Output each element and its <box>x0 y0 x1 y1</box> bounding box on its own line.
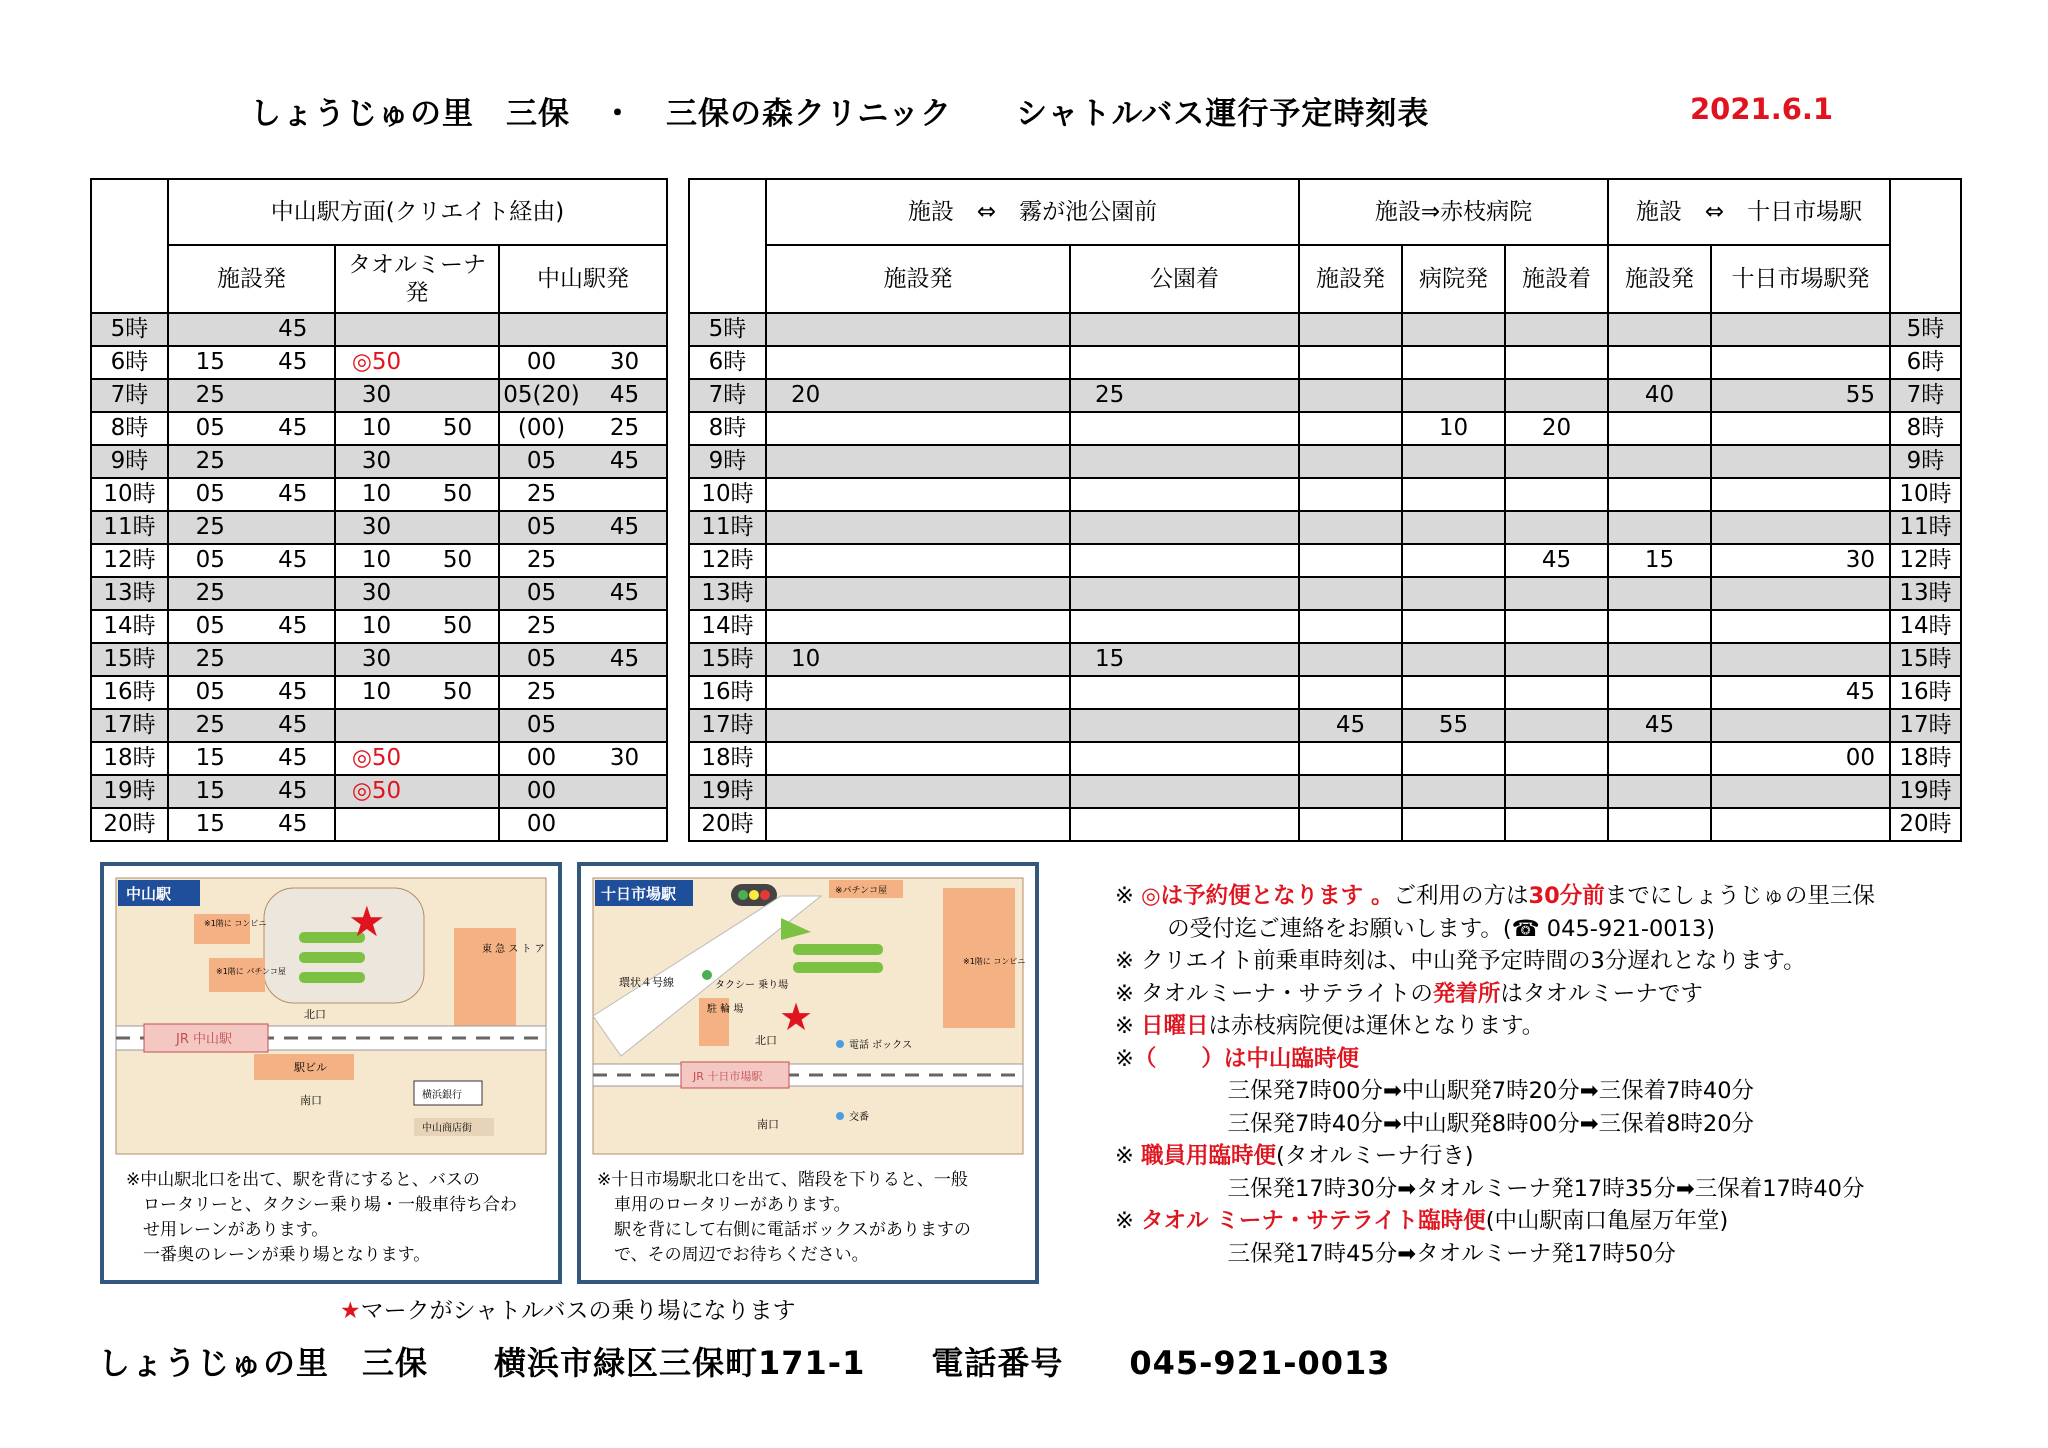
hour-cell: 14時 <box>689 610 766 643</box>
time-cell: 45 <box>168 313 335 346</box>
table-row <box>689 478 1961 511</box>
nakayama-timetable <box>90 178 668 842</box>
col-header: 施設発 <box>1608 245 1711 313</box>
svg-text:南口: 南口 <box>300 1094 322 1107</box>
time-cell <box>1402 544 1505 577</box>
time-cell <box>1608 775 1711 808</box>
footer-address: しょうじゅの里 三保 横浜市緑区三保町171-1 電話番号 045-921-0013 <box>98 1344 1391 1382</box>
table-row <box>91 346 667 379</box>
table-row <box>689 610 1961 643</box>
time-cell: 10 <box>1402 412 1505 445</box>
svg-text:横浜銀行: 横浜銀行 <box>422 1090 462 1101</box>
svg-text:南口: 南口 <box>757 1118 779 1131</box>
hour-cell: 17時 <box>91 709 168 742</box>
table-row <box>689 511 1961 544</box>
table-row <box>689 346 1961 379</box>
time-cell <box>1070 742 1299 775</box>
hour-cell: 15時 <box>689 643 766 676</box>
time-cell <box>766 313 1070 346</box>
time-cell <box>1711 643 1890 676</box>
hour-cell: 9時 <box>91 445 168 478</box>
boarding-star-icon: ★ <box>348 897 386 946</box>
hour-cell-right: 17時 <box>1890 709 1961 742</box>
time-cell: 00 30 <box>499 346 667 379</box>
time-cell <box>1070 676 1299 709</box>
time-cell <box>1070 445 1299 478</box>
time-cell <box>1299 808 1402 841</box>
hour-cell-right: 13時 <box>1890 577 1961 610</box>
time-cell: ◎50 <box>335 742 499 775</box>
hour-cell-right: 16時 <box>1890 676 1961 709</box>
svg-text:※1階に コンビニ: ※1階に コンビニ <box>204 919 267 928</box>
time-cell: 45 <box>1299 709 1402 742</box>
time-cell: 40 <box>1608 379 1711 412</box>
tokaichiba-group-header: 施設 ⇔ 十日市場駅 <box>1608 179 1890 245</box>
svg-text:駅ビル: 駅ビル <box>294 1061 327 1074</box>
time-cell <box>1711 610 1890 643</box>
table-row <box>91 742 667 775</box>
time-cell: 00 <box>499 775 667 808</box>
time-cell: 05 45 <box>168 544 335 577</box>
time-cell <box>335 709 499 742</box>
time-cell: 25 <box>499 676 667 709</box>
time-cell: 15 45 <box>168 775 335 808</box>
col-header: 施設発 <box>766 245 1070 313</box>
time-cell: 15 <box>1070 643 1299 676</box>
time-cell <box>1711 412 1890 445</box>
col-header: 病院発 <box>1402 245 1505 313</box>
time-cell <box>1608 676 1711 709</box>
time-cell: 15 <box>1608 544 1711 577</box>
table-row <box>91 412 667 445</box>
time-cell: 10 50 <box>335 544 499 577</box>
hour-cell: 14時 <box>91 610 168 643</box>
table-row <box>91 511 667 544</box>
time-cell: 00 <box>499 808 667 841</box>
hour-cell-right: 10時 <box>1890 478 1961 511</box>
time-cell <box>1070 610 1299 643</box>
time-cell <box>1711 445 1890 478</box>
time-cell <box>1711 709 1890 742</box>
time-cell <box>1608 610 1711 643</box>
hour-cell: 11時 <box>689 511 766 544</box>
star-note: ★マークがシャトルバスの乗り場になります <box>340 1298 796 1324</box>
time-cell: 30 <box>335 511 499 544</box>
table-row <box>689 313 1961 346</box>
hour-cell: 7時 <box>91 379 168 412</box>
col-header: 施設発 <box>1299 245 1402 313</box>
time-cell <box>1299 445 1402 478</box>
time-cell <box>1608 412 1711 445</box>
svg-text:※1階に パチンコ屋: ※1階に パチンコ屋 <box>216 967 286 976</box>
hour-cell: 5時 <box>91 313 168 346</box>
route-timetable <box>688 178 1962 842</box>
time-cell <box>1299 412 1402 445</box>
time-cell <box>1402 313 1505 346</box>
hour-cell: 13時 <box>91 577 168 610</box>
date-label: 2021.6.1 <box>1690 92 1834 126</box>
akaeda-group-header: 施設⇒赤枝病院 <box>1299 179 1608 245</box>
time-cell <box>1608 742 1711 775</box>
time-cell: 05 45 <box>499 577 667 610</box>
time-cell: 30 <box>335 643 499 676</box>
time-cell: 05 45 <box>168 676 335 709</box>
time-cell <box>1711 346 1890 379</box>
time-cell: 10 50 <box>335 610 499 643</box>
time-cell <box>1505 379 1608 412</box>
time-cell: 30 <box>1711 544 1890 577</box>
time-cell <box>1711 775 1890 808</box>
svg-text:東 急 ス ト ア: 東 急 ス ト ア <box>482 944 545 955</box>
time-cell: 25 <box>499 478 667 511</box>
time-cell: 10 50 <box>335 478 499 511</box>
time-cell <box>1299 742 1402 775</box>
tokaichiba-map-note: ※十日市場駅北口を出て、階段を下りると、一般 車用のロータリーがあります。 駅を背にして右側に電話ボックスがありますの で、その周辺でお待ちください。 <box>597 1170 971 1265</box>
time-cell: 30 <box>335 379 499 412</box>
time-cell <box>766 709 1070 742</box>
time-cell <box>766 511 1070 544</box>
time-cell: 45 <box>1711 676 1890 709</box>
hour-cell: 19時 <box>689 775 766 808</box>
svg-text:JR 十日市場駅: JR 十日市場駅 <box>693 1070 763 1083</box>
col-header: 公園着 <box>1070 245 1299 313</box>
table-row <box>689 643 1961 676</box>
time-cell <box>1299 511 1402 544</box>
time-cell <box>766 577 1070 610</box>
table-row <box>689 379 1961 412</box>
time-cell <box>1505 775 1608 808</box>
time-cell <box>1608 445 1711 478</box>
time-cell <box>1711 478 1890 511</box>
table-row <box>91 445 667 478</box>
time-cell <box>1711 511 1890 544</box>
time-cell <box>1299 346 1402 379</box>
time-cell <box>1070 544 1299 577</box>
hour-cell: 10時 <box>689 478 766 511</box>
nakayama-map <box>104 866 558 1166</box>
time-cell: 25 <box>499 610 667 643</box>
table-row <box>689 412 1961 445</box>
table-row <box>91 610 667 643</box>
time-cell <box>1505 511 1608 544</box>
boarding-star-icon: ★ <box>779 995 814 1039</box>
col-taoru-depart: タオルミーナ 発 <box>335 245 499 313</box>
time-cell <box>335 313 499 346</box>
time-cell <box>766 412 1070 445</box>
nakayama-map-note: ※中山駅北口を出て、駅を背にすると、バスの ロータリーと、タクシー乗り場・一般車待ち合わ せ用レーンがあります。 一番奥のレーンが乗り場となります。 <box>126 1170 517 1265</box>
time-cell: 30 <box>335 445 499 478</box>
time-cell: ◎50 <box>335 775 499 808</box>
time-cell: 15 45 <box>168 346 335 379</box>
page-title: しょうじゅの里 三保 ・ 三保の森クリニック シャトルバス運行予定時刻表 <box>250 96 1430 132</box>
time-cell <box>1505 313 1608 346</box>
tokaichiba-map <box>581 866 1035 1166</box>
hour-cell: 13時 <box>689 577 766 610</box>
time-cell <box>1402 511 1505 544</box>
time-cell <box>1608 313 1711 346</box>
time-cell <box>766 478 1070 511</box>
time-cell <box>1402 775 1505 808</box>
hour-cell-right: 8時 <box>1890 412 1961 445</box>
hour-cell-right: 5時 <box>1890 313 1961 346</box>
hour-cell: 9時 <box>689 445 766 478</box>
time-cell <box>1402 577 1505 610</box>
hour-cell: 6時 <box>91 346 168 379</box>
hour-cell: 12時 <box>689 544 766 577</box>
time-cell: 25 <box>499 544 667 577</box>
table-row <box>91 775 667 808</box>
time-cell <box>1299 610 1402 643</box>
time-cell <box>1505 346 1608 379</box>
table-row <box>689 775 1961 808</box>
time-cell <box>1505 445 1608 478</box>
hour-cell: 8時 <box>91 412 168 445</box>
time-cell <box>1070 313 1299 346</box>
time-cell: ◎50 <box>335 346 499 379</box>
time-cell <box>1608 643 1711 676</box>
time-cell: 45 <box>1608 709 1711 742</box>
time-cell <box>1070 511 1299 544</box>
time-cell: 15 45 <box>168 742 335 775</box>
time-cell <box>1299 577 1402 610</box>
time-cell: 10 50 <box>335 412 499 445</box>
table-row <box>689 808 1961 841</box>
table-row <box>689 676 1961 709</box>
time-cell: 05 45 <box>168 478 335 511</box>
time-cell <box>1608 808 1711 841</box>
table-row <box>91 313 667 346</box>
hour-cell-right: 14時 <box>1890 610 1961 643</box>
hour-cell: 8時 <box>689 412 766 445</box>
kirigaike-group-header: 施設 ⇔ 霧が池公園前 <box>766 179 1299 245</box>
hour-cell-right: 15時 <box>1890 643 1961 676</box>
svg-text:JR 中山駅: JR 中山駅 <box>176 1032 232 1047</box>
time-cell: 25 <box>168 511 335 544</box>
svg-text:北口: 北口 <box>755 1034 777 1047</box>
hour-cell: 15時 <box>91 643 168 676</box>
time-cell: 25 <box>168 445 335 478</box>
time-cell <box>1711 313 1890 346</box>
table-row <box>91 577 667 610</box>
col-facility-depart: 施設発 <box>168 245 335 313</box>
time-cell <box>1070 346 1299 379</box>
time-cell <box>1402 379 1505 412</box>
map1-label: 中山駅 <box>126 885 172 903</box>
time-cell <box>766 610 1070 643</box>
time-cell <box>1070 808 1299 841</box>
time-cell <box>1070 577 1299 610</box>
hour-header-cell <box>689 179 766 313</box>
star-icon: ★ <box>340 1298 361 1324</box>
time-cell <box>766 742 1070 775</box>
table-row <box>91 709 667 742</box>
time-cell <box>1070 775 1299 808</box>
time-cell <box>766 544 1070 577</box>
table-row <box>91 379 667 412</box>
nakayama-group-header: 中山駅方面(クリエイト経由) <box>168 179 667 245</box>
time-cell: 20 <box>766 379 1070 412</box>
hour-cell-right: 19時 <box>1890 775 1961 808</box>
hour-cell: 16時 <box>91 676 168 709</box>
hour-cell: 19時 <box>91 775 168 808</box>
time-cell <box>766 808 1070 841</box>
time-cell <box>1711 808 1890 841</box>
time-cell <box>1505 808 1608 841</box>
time-cell: 10 <box>766 643 1070 676</box>
time-cell <box>1505 478 1608 511</box>
time-cell <box>1402 643 1505 676</box>
time-cell <box>1608 577 1711 610</box>
time-cell: 05 45 <box>499 445 667 478</box>
hour-cell: 18時 <box>689 742 766 775</box>
time-cell: 55 <box>1402 709 1505 742</box>
svg-text:環状４号線: 環状４号線 <box>619 976 674 989</box>
hour-cell: 20時 <box>91 808 168 841</box>
time-cell <box>1299 313 1402 346</box>
notes-block: ※ ◎は予約便となります 。ご利用の方は30分前までにしょうじゅの里三保 の受付迄ご連絡をお願いします。(☎ 045-921-0013) ※ クリエイト前乗車時刻は、中山発予定時間の3分遅れとなります。 ※ タオルミーナ・サテライトの発着所はタオルミーナです ※ 日曜日は赤枝病院便は運休となります。 ※（ ）は中山臨時便 三保発7時00分➡中山駅発7時20分➡三保着7時40分 三保発7時40分➡中山駅発8時00分➡三保着8時20分 ※ 職員用臨時便(タオルミーナ行き) 三保発17時30分➡タオルミーナ発17時35分➡三保着17時40分 ※ タオル ミーナ・サテライト臨時便(中山駅南口亀屋万年堂) 三保発17時45分➡タオルミーナ発17時50分 <box>1115 883 1875 1267</box>
hour-cell-right: 12時 <box>1890 544 1961 577</box>
table-row <box>91 676 667 709</box>
time-cell: 00 30 <box>499 742 667 775</box>
time-cell <box>766 775 1070 808</box>
time-cell <box>1299 379 1402 412</box>
time-cell <box>499 313 667 346</box>
time-cell: 00 <box>1711 742 1890 775</box>
time-cell: 25 <box>1070 379 1299 412</box>
hour-cell: 12時 <box>91 544 168 577</box>
time-cell: 30 <box>335 577 499 610</box>
svg-text:※パチンコ屋: ※パチンコ屋 <box>835 886 888 896</box>
col-header: 施設着 <box>1505 245 1608 313</box>
time-cell: 05 <box>499 709 667 742</box>
time-cell <box>1505 577 1608 610</box>
hour-cell: 11時 <box>91 511 168 544</box>
table-row <box>91 808 667 841</box>
table-row <box>689 742 1961 775</box>
time-cell <box>1402 478 1505 511</box>
time-cell <box>1299 544 1402 577</box>
time-cell: 05 45 <box>168 412 335 445</box>
time-cell: 20 <box>1505 412 1608 445</box>
time-cell: 10 50 <box>335 676 499 709</box>
time-cell <box>1402 346 1505 379</box>
hour-header-cell <box>91 179 168 313</box>
time-cell <box>1402 676 1505 709</box>
table-row <box>689 445 1961 478</box>
time-cell <box>1505 742 1608 775</box>
table-row <box>689 709 1961 742</box>
time-cell <box>1402 742 1505 775</box>
svg-text:駐 輪 場: 駐 輪 場 <box>707 1004 744 1015</box>
time-cell <box>1505 709 1608 742</box>
time-cell <box>766 346 1070 379</box>
time-cell <box>1711 577 1890 610</box>
table-row <box>91 544 667 577</box>
nakayama-map-panel <box>100 862 562 1284</box>
time-cell <box>1402 808 1505 841</box>
hour-cell: 18時 <box>91 742 168 775</box>
hour-cell-right: 18時 <box>1890 742 1961 775</box>
svg-text:十日市場駅: 十日市場駅 <box>601 885 677 903</box>
col-nakayama-depart: 中山駅発 <box>499 245 667 313</box>
time-cell <box>1299 643 1402 676</box>
time-cell: 15 45 <box>168 808 335 841</box>
time-cell: 45 <box>1505 544 1608 577</box>
time-cell: 55 <box>1711 379 1890 412</box>
time-cell: 05(20) 45 <box>499 379 667 412</box>
svg-text:中山商店街: 中山商店街 <box>422 1123 472 1134</box>
hour-cell-right: 7時 <box>1890 379 1961 412</box>
col-header: 十日市場駅発 <box>1711 245 1890 313</box>
time-cell <box>766 676 1070 709</box>
time-cell <box>766 445 1070 478</box>
time-cell: 25 <box>168 577 335 610</box>
table-row <box>689 544 1961 577</box>
table-row <box>91 478 667 511</box>
time-cell <box>1608 511 1711 544</box>
hour-cell: 17時 <box>689 709 766 742</box>
time-cell: 05 45 <box>499 643 667 676</box>
time-cell: (00) 25 <box>499 412 667 445</box>
hour-cell: 5時 <box>689 313 766 346</box>
time-cell <box>1608 478 1711 511</box>
time-cell <box>1070 709 1299 742</box>
hour-cell: 16時 <box>689 676 766 709</box>
time-cell <box>1402 610 1505 643</box>
time-cell <box>1299 676 1402 709</box>
time-cell <box>335 808 499 841</box>
hour-cell: 7時 <box>689 379 766 412</box>
time-cell <box>1070 478 1299 511</box>
svg-text:交番: 交番 <box>849 1112 869 1123</box>
table-row <box>91 643 667 676</box>
hour-header-cell-right <box>1890 179 1961 313</box>
hour-cell-right: 9時 <box>1890 445 1961 478</box>
hour-cell-right: 11時 <box>1890 511 1961 544</box>
hour-cell: 20時 <box>689 808 766 841</box>
time-cell: 25 <box>168 643 335 676</box>
hour-cell-right: 6時 <box>1890 346 1961 379</box>
time-cell <box>1402 445 1505 478</box>
tokaichiba-map-panel <box>577 862 1039 1284</box>
hour-cell: 10時 <box>91 478 168 511</box>
hour-cell: 6時 <box>689 346 766 379</box>
time-cell: 05 45 <box>168 610 335 643</box>
time-cell <box>1505 610 1608 643</box>
hour-cell-right: 20時 <box>1890 808 1961 841</box>
svg-text:電話 ボックス: 電話 ボックス <box>849 1040 913 1051</box>
svg-text:※1階に コンビニ: ※1階に コンビニ <box>963 957 1026 966</box>
svg-text:北口: 北口 <box>304 1008 326 1021</box>
time-cell <box>1505 676 1608 709</box>
time-cell <box>1299 775 1402 808</box>
time-cell: 05 45 <box>499 511 667 544</box>
time-cell <box>1608 346 1711 379</box>
time-cell <box>1505 643 1608 676</box>
table-row <box>689 577 1961 610</box>
svg-text:タクシー 乗り場: タクシー 乗り場 <box>715 980 789 991</box>
time-cell: 25 45 <box>168 709 335 742</box>
time-cell <box>1070 412 1299 445</box>
time-cell <box>1299 478 1402 511</box>
time-cell: 25 <box>168 379 335 412</box>
